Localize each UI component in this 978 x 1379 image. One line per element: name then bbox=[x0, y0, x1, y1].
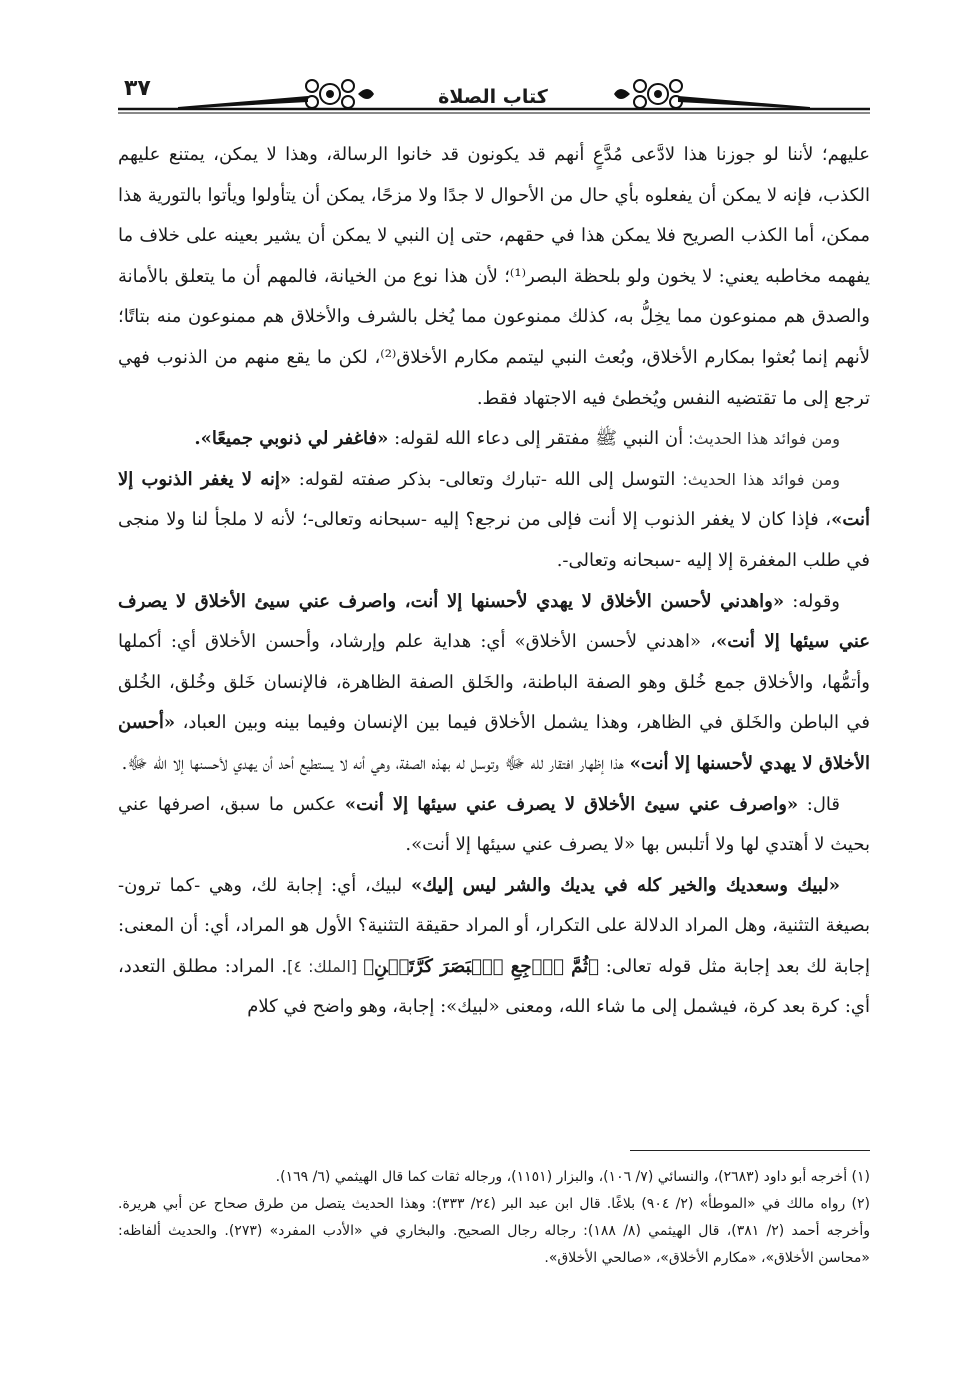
hadith-quote: «لبيك وسعديك والخير كله في يديك والشر ليس إليك» bbox=[411, 874, 840, 896]
paragraph-5-lead: قال: bbox=[798, 793, 841, 815]
paragraph-5 bbox=[118, 785, 870, 866]
paragraph-1: عليهم؛ لأننا لو جوزنا هذا لادَّعى مُدَّعٍ أنهم قد يكونون قد خانوا الرسالة، وهذا لا يمكن، يمتنع عليهم الكذب، فإنه لا يمكن أن يفعلوه بأي حال من الأحوال لا جدًا ولا مزحًا، يمكن أن يتأولوا ويأتوا بالتورية هذا ممكن، أما الكذب الصريح فلا يمكن هذا في حقهم، حتى إن النبي لا يمكن أن يشير بعينه على خلاف ما يفهمه مخاطبه يعني: لا يخون ولو بلحظة البصر⁽¹⁾؛ لأن هذا نوع من الخيانة، فالمهم أن ما يتعلق بالأمانة والصدق هم ممنوعون مما يخِلُّ به، كذلك ممنوعون مما يُخل بالشرف والأخلاق هم ممنوعون منه بتاتًا؛ لأنهم إنما بُعثوا بمكارم الأخلاق، وبُعث النبي ليتمم مكارم الأخلاق⁽²⁾، لكن ما يقع منهم من الذنوب فهي ترجع إلى ما تقتضيه النفس ويُخطئ فيه الاجتهاد فقط. bbox=[118, 144, 871, 409]
footnote-separator bbox=[630, 1150, 870, 1151]
paragraph-5-text: عكس ما سبق، اصرفها عني بحيث لا أهتدي لها ولا أتلبس بها «لا يصرف عني سيئها إلا أنت». bbox=[118, 793, 870, 856]
hadith-quote: «إنه لا يغفر الذنوب إلا أنت» bbox=[118, 468, 870, 531]
running-title: كتاب الصلاة bbox=[438, 86, 548, 108]
paragraph-4-lead: وقوله: bbox=[784, 590, 840, 612]
hadith-quote: «واهدني لأحسن الأخلاق لا يهدي لأحسنها إلا أنت، واصرف عني سيئ الأخلاق لا يصرف عني سيئها إلا أنت» bbox=[118, 590, 871, 653]
paragraph-4-text: ، «اهدني لأحسن الأخلاق» أي: هداية علم وإرشاد، وأحسن الأخلاق أي: أكملها وأتمُّها، والأخلاق جمع خُلق وهو الصفة الباطنة، والخَلق الصفة الظاهرة، فالإنسان خَلق وخُلق، الخُلق في الباطن والخَلق في الظاهر، وهذا يشمل الأخلاق فيما بين الإنسان وفيما بينه وبين العباد، bbox=[118, 631, 870, 734]
paragraph-4 bbox=[118, 582, 870, 785]
paragraph-2-text: أن النبي ﷺ مفتقر إلى دعاء الله لقوله: bbox=[388, 428, 684, 450]
paragraph-3 bbox=[118, 460, 870, 582]
paragraph-3-tail: ، فإذا كان لا يغفر الذنوب إلا أنت فإلى من نرجع؟ إليه -سبحانه وتعالى-؛ لأنه لا ملجأ لنا ولا منجى في طلب المغفرة إلا إليه -سبحانه وتعالى-. bbox=[118, 509, 870, 571]
paragraph-6-text: لبيك، أي: إجابة لك، وهي -كما ترون- بصيغة التثنية، وهل المراد الدلالة على التكرار، أو المراد حقيقة التثنية؟ الأول هو المراد، أي: أن المعنى: إجابة لك بعد إجابة مثل قوله تعالى: bbox=[118, 874, 871, 977]
paragraph-6 bbox=[118, 866, 870, 1028]
footnote-2: (٢) رواه مالك في «الموطأ» (٢/ ٩٠٤) بلاغًا. قال ابن عبد البر (٢٤/ ٣٣٣): وهذا الحديث يتصل من طرق صحاح عن أبي هريرة. وأخرجه أحمد (٢/ ٣٨١)، قال الهيثمي (٨/ ١٨٨): رجاله رجال الصحيح. والبخاري في «الأدب المفرد» (٢٧٣). والحديث ألفاظه: «محاسن الأخلاق»، «مكارم الأخلاق»، «صالحي الأخلاق». bbox=[118, 1196, 870, 1266]
left-flourish bbox=[306, 80, 374, 108]
paragraph-4-tail: هذا إظهار افتقار لله ﷻ وتوسل له بهذه الصفة، وهي أنه لا يستطيع أحد أن يهدي لأحسنها إلا الله ﷻ. bbox=[121, 752, 630, 774]
footnote-1: (١) أخرجه أبو داود (٢٦٨٣)، والنسائي (٧/ ١٠٦)، والبزار (١١٥١)، ورجاله ثقات كما قال الهيثمي (٦/ ١٦٩). bbox=[275, 1169, 870, 1185]
footnotes bbox=[118, 1164, 870, 1272]
hadith-quote: «واصرف عني سيئ الأخلاق لا يصرف عني سيئها إلا أنت» bbox=[344, 793, 799, 815]
page-number: ٣٧ bbox=[124, 76, 151, 101]
right-flourish bbox=[614, 80, 682, 108]
benefit-heading: ومن فوائد هذا الحديث: bbox=[675, 469, 841, 489]
hadith-quote: «فاغفر لي ذنوبي جميعًا». bbox=[194, 428, 389, 450]
verse-reference: [الملك: ٤] bbox=[287, 956, 364, 976]
paragraph-6-tail: . المراد: مطلق التعدد، أي: كرة بعد كرة، فيشمل إلى ما شاء الله، ومعنى «لبيك»: إجابة، وهو واضح في كلام bbox=[118, 955, 870, 1018]
paragraph-3-text: التوسل إلى الله -تبارك وتعالى- بذكر صفته لقوله: bbox=[291, 468, 676, 490]
page-header bbox=[118, 72, 870, 122]
quran-verse: ﴿ثُمَّ ٱرۡجِعِ ٱلۡبَصَرَ كَرَّتَيۡنِ﴾ bbox=[363, 955, 599, 977]
paragraph-2 bbox=[118, 419, 870, 460]
benefit-heading: ومن فوائد هذا الحديث: bbox=[683, 429, 840, 449]
hadith-quote: «أحسن الأخلاق لا يهدي لأحسنها إلا أنت» bbox=[118, 712, 870, 774]
main-text bbox=[118, 135, 870, 1028]
